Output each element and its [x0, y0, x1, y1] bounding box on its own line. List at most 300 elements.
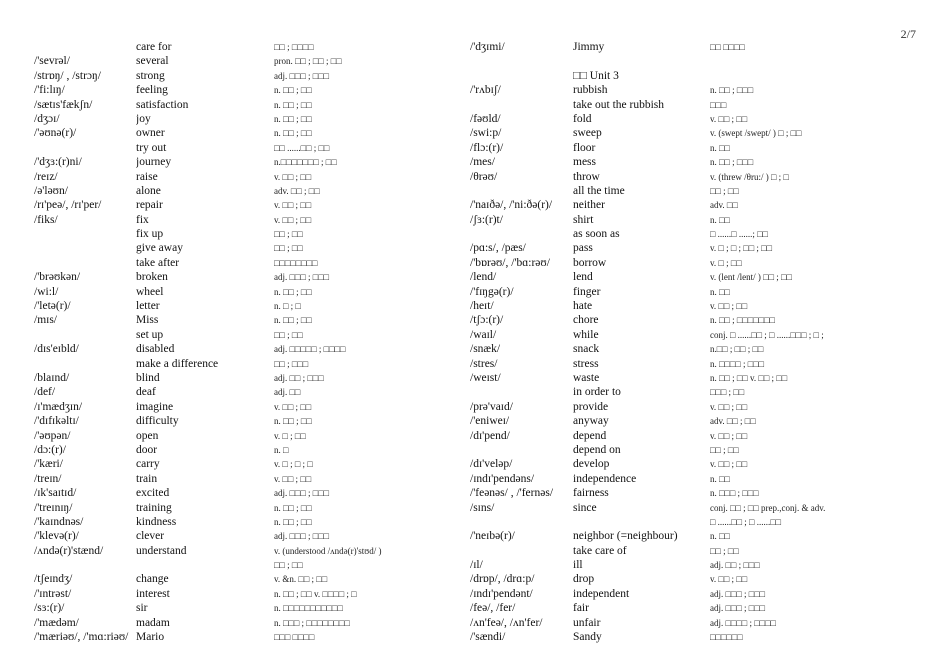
- vocab-word: take out the rubbish: [573, 98, 665, 111]
- vocab-row: [470, 371, 920, 385]
- vocab-row: [470, 486, 920, 500]
- vocab-definition: n. □□□□□□□□□□□: [274, 603, 343, 614]
- vocab-definition: □□ ; □□: [274, 243, 303, 254]
- vocab-word: shirt: [573, 213, 594, 226]
- vocab-definition: adj. □□□□ ; □□□□: [710, 617, 776, 628]
- vocab-definition: adj. □□□ ; □□□: [710, 603, 766, 614]
- vocab-word: blind: [136, 371, 160, 384]
- vocab-word: mess: [573, 156, 596, 169]
- vocab-phonetic: /stres/: [470, 357, 498, 370]
- vocab-word: take after: [136, 256, 180, 269]
- vocab-definition: adv. □□: [710, 200, 738, 211]
- vocab-row: [470, 400, 920, 414]
- vocab-word: several: [136, 55, 169, 68]
- vocab-word: set up: [136, 328, 164, 341]
- vocab-row: [34, 69, 454, 83]
- vocab-definition: v. □□ ; □□: [710, 430, 748, 441]
- vocab-definition: □□ ; □□: [710, 545, 739, 556]
- vocab-phonetic: /sɪns/: [470, 501, 495, 514]
- vocab-row: [470, 630, 920, 644]
- vocab-phonetic: /rɪ'peə/, /rɪ'per/: [34, 199, 102, 212]
- vocab-row: [34, 544, 454, 558]
- vocab-definition: n. □□□□ ; □□□: [710, 358, 765, 369]
- vocab-word: pass: [573, 242, 593, 255]
- vocab-row: [34, 342, 454, 356]
- vocab-definition: v. □□ ; □□: [274, 473, 312, 484]
- vocab-row: [34, 313, 454, 327]
- vocab-row: [470, 270, 920, 284]
- vocab-word: letter: [136, 300, 160, 313]
- vocab-row: [470, 170, 920, 184]
- vocab-row: [34, 558, 454, 572]
- vocab-word: drop: [573, 573, 595, 586]
- vocab-word: ill: [573, 559, 583, 572]
- vocab-phonetic: /dɪ'veləp/: [470, 458, 513, 471]
- vocab-word: all the time: [573, 184, 625, 197]
- vocab-phonetic: /'treɪnɪŋ/: [34, 501, 73, 514]
- vocab-definition: adj. □□: [274, 387, 301, 398]
- vocab-definition: n.□□ ; □□ ; □□: [710, 344, 764, 355]
- vocab-definition: n. □□ ; □□ v. □□□□ ; □: [274, 588, 357, 599]
- vocab-phonetic: /'dɪfɪkəltɪ/: [34, 415, 79, 428]
- vocab-phonetic: /reɪz/: [34, 170, 58, 183]
- vocab-word: deaf: [136, 386, 156, 399]
- vocab-definition: n. □□ ; □□: [274, 416, 312, 427]
- vocab-row: [34, 141, 454, 155]
- vocab-row: [470, 357, 920, 371]
- vocab-word: fairness: [573, 487, 609, 500]
- vocab-row: [470, 299, 920, 313]
- vocab-row: [470, 141, 920, 155]
- vocab-word: imagine: [136, 400, 174, 413]
- vocab-phonetic: /treɪn/: [34, 472, 62, 485]
- vocab-phonetic: /swi:p/: [470, 127, 502, 140]
- vocab-phonetic: /sɜ:(r)/: [34, 602, 65, 615]
- vocab-phonetic: /ɪk'saɪtɪd/: [34, 487, 77, 500]
- vocab-word: Miss: [136, 314, 159, 327]
- vocab-definition: n. □□ ; □□ v. □□ ; □□: [710, 372, 788, 383]
- vocab-row: [470, 443, 920, 457]
- vocab-column-right: [470, 40, 920, 644]
- vocab-word: give away: [136, 242, 183, 255]
- vocab-phonetic: /prə'vaɪd/: [470, 400, 513, 413]
- page-number: 2/7: [900, 27, 916, 41]
- vocab-definition: conj. □ ......□□ ; □ ......□□□ ; □ ;: [710, 329, 824, 340]
- vocab-row: [470, 472, 920, 486]
- vocab-row: [34, 170, 454, 184]
- vocab-row: [34, 486, 454, 500]
- vocab-word: fair: [573, 602, 589, 615]
- vocab-definition: n. □ ; □: [274, 301, 301, 312]
- vocab-word: snack: [573, 343, 600, 356]
- vocab-definition: pron. □□ ; □□ ; □□: [274, 56, 342, 67]
- vocab-definition: □□ ; □□□□: [274, 42, 314, 52]
- vocab-definition: n. □□ ; □□: [274, 315, 312, 326]
- vocab-definition: n. □□ ; □□: [274, 99, 312, 110]
- vocab-phonetic: /snæk/: [470, 343, 501, 356]
- vocab-row: [34, 112, 454, 126]
- vocab-definition: n. □□: [710, 142, 730, 153]
- vocab-row: [34, 414, 454, 428]
- vocab-word: in order to: [573, 386, 621, 399]
- vocab-phonetic: /ʃɜ:(r)t/: [470, 213, 503, 226]
- vocab-word: while: [573, 328, 599, 341]
- vocab-row: [470, 256, 920, 270]
- vocab-definition: adj. □□□ ; □□□: [274, 272, 330, 283]
- vocab-word: kindness: [136, 515, 177, 528]
- vocab-phonetic: /drɒp/, /drɑ:p/: [470, 573, 535, 586]
- vocab-definition: adj. □□□ ; □□□: [274, 70, 330, 81]
- vocab-phonetic: /ɪndɪ'pendəns/: [470, 472, 535, 485]
- vocab-phonetic: /pɑ:s/, /pæs/: [470, 242, 526, 255]
- vocab-phonetic: /'kæri/: [34, 458, 63, 471]
- vocab-phonetic: /sætɪs'fækʃn/: [34, 98, 93, 111]
- vocab-phonetic: /'brəʊkən/: [34, 271, 81, 284]
- vocab-definition: v. □□ ; □□: [710, 459, 748, 470]
- vocab-definition: v. □ ; □ ; □□ ; □□: [710, 243, 773, 254]
- vocab-definition: n. □□: [710, 473, 730, 484]
- vocab-word: Jimmy: [573, 41, 605, 53]
- vocab-phonetic: /'feənəs/ , /'fernəs/: [470, 487, 554, 500]
- vocab-word: fix: [136, 213, 149, 226]
- vocab-row: [470, 457, 920, 471]
- vocab-definition: n. □□ ; □□: [274, 516, 312, 527]
- vocab-row: [34, 40, 454, 54]
- vocab-word: disabled: [136, 343, 175, 356]
- vocab-definition: n. □□ ; □□□□□□□: [710, 315, 775, 326]
- vocab-definition: adj. □□□ ; □□□: [274, 488, 330, 499]
- vocab-row: [470, 112, 920, 126]
- vocab-phonetic: /dɔ:(r)/: [34, 443, 66, 456]
- vocab-word: interest: [136, 587, 170, 600]
- vocab-phonetic: /'letə(r)/: [34, 300, 71, 313]
- vocab-definition: n. □□□ ; □□□□□□□□: [274, 617, 350, 628]
- vocab-row: [470, 529, 920, 543]
- vocab-phonetic: /θrəʊ/: [470, 170, 498, 183]
- vocab-definition: n. □□: [710, 286, 730, 297]
- vocab-row: [34, 184, 454, 198]
- vocab-definition: □ ......□□ ; □ ......□□: [710, 516, 782, 527]
- vocab-definition: n. □□: [710, 214, 730, 225]
- vocab-row: [34, 357, 454, 371]
- vocab-definition: adj. □□□□□ ; □□□□: [274, 344, 346, 355]
- vocab-definition: n. □□ ; □□□: [710, 157, 754, 168]
- vocab-word: excited: [136, 487, 170, 500]
- vocab-definition: n. □: [274, 444, 289, 455]
- vocab-definition: n. □□ ; □□□: [710, 85, 754, 96]
- vocab-phonetic: /mɪs/: [34, 314, 58, 327]
- vocab-row: [470, 601, 920, 615]
- vocab-phonetic: /'neɪbə(r)/: [470, 530, 515, 543]
- vocab-row: [34, 472, 454, 486]
- vocab-definition: v. &n. □□ ; □□: [274, 574, 328, 585]
- vocab-row: [34, 371, 454, 385]
- vocab-phonetic: /mes/: [470, 156, 495, 169]
- vocab-row: [34, 227, 454, 241]
- vocab-phonetic: /heɪt/: [470, 300, 494, 313]
- vocab-definition: v. (threw /θru:/ ) □ ; □: [710, 171, 789, 182]
- vocab-definition: n. □□ ; □□: [274, 85, 312, 96]
- vocab-phonetic: /'eniweɪ/: [470, 415, 510, 428]
- vocab-word: neighbor (=neighbour): [573, 530, 678, 543]
- vocab-row: [34, 630, 454, 644]
- vocab-word: Sandy: [573, 631, 602, 644]
- vocab-word: chore: [573, 314, 599, 327]
- vocab-definition: n. □□ ; □□: [274, 113, 312, 124]
- vocab-definition: n. □□ ; □□: [274, 286, 312, 297]
- vocab-phonetic: /'əʊnə(r)/: [34, 127, 77, 140]
- vocab-definition: □□ ; □□□: [274, 358, 309, 369]
- vocab-word: training: [136, 501, 172, 514]
- vocab-word: neither: [573, 199, 605, 212]
- vocab-phonetic: /tʃɔ:(r)/: [470, 314, 504, 327]
- vocab-row: [470, 184, 920, 198]
- vocab-word: wheel: [136, 285, 164, 298]
- vocab-definition: v. □□ ; □□: [274, 401, 312, 412]
- vocab-phonetic: /tʃeɪndʒ/: [34, 573, 73, 586]
- vocab-phonetic: /feə/, /fer/: [470, 602, 516, 615]
- vocab-row: [34, 98, 454, 112]
- vocab-row: [470, 54, 920, 68]
- vocab-phonetic: /'naɪðə/, /'ni:ðə(r)/: [470, 199, 553, 212]
- vocab-phonetic: /wi:l/: [34, 285, 59, 298]
- vocab-phonetic: /weɪst/: [470, 371, 501, 384]
- vocab-definition: v. □□ ; □□: [274, 171, 312, 182]
- vocab-word: lend: [573, 271, 593, 284]
- vocab-row: [34, 54, 454, 68]
- vocab-row: [34, 328, 454, 342]
- vocab-phonetic: /ʌn'feə/, /ʌn'fer/: [470, 616, 543, 629]
- vocab-word: stress: [573, 357, 599, 370]
- vocab-word: sweep: [573, 127, 602, 140]
- vocab-phonetic: /dɪs'eɪbld/: [34, 343, 79, 356]
- vocab-row: [470, 515, 920, 529]
- vocab-definition: □□□□□□: [710, 632, 743, 643]
- vocab-row: [470, 40, 920, 54]
- vocab-word: madam: [136, 616, 170, 629]
- vocab-word: change: [136, 573, 169, 586]
- vocab-word: throw: [573, 170, 600, 183]
- vocab-word: broken: [136, 271, 168, 284]
- vocab-row: [34, 429, 454, 443]
- vocab-row: [34, 213, 454, 227]
- vocab-definition: □□□ ; □□: [710, 387, 745, 398]
- vocab-row: [34, 457, 454, 471]
- vocab-word: unfair: [573, 616, 601, 629]
- vocab-word: satisfaction: [136, 98, 189, 111]
- vocab-definition: v. □□ ; □□: [710, 401, 748, 412]
- vocab-row: [34, 198, 454, 212]
- vocab-row: [470, 328, 920, 342]
- vocab-column-left: [34, 40, 454, 644]
- vocab-row: [34, 256, 454, 270]
- vocab-phonetic: /ɪndɪ'pendənt/: [470, 587, 533, 600]
- vocab-word: owner: [136, 127, 165, 140]
- vocab-definition: adv. □□ ; □□: [274, 185, 320, 196]
- vocab-phonetic: /fiks/: [34, 213, 58, 226]
- vocab-phonetic: /'klevə(r)/: [34, 530, 79, 543]
- vocab-phonetic: /fəʊld/: [470, 112, 501, 125]
- vocab-phonetic: /ɪ'mædʒɪn/: [34, 400, 83, 413]
- vocab-phonetic: /'fɪŋgə(r)/: [470, 285, 514, 298]
- vocab-row: [470, 83, 920, 97]
- vocab-definition: □□□: [710, 99, 727, 110]
- vocab-definition: v. □ ; □□: [710, 257, 742, 268]
- vocab-word: develop: [573, 458, 610, 471]
- vocab-row: [34, 616, 454, 630]
- vocab-word: journey: [136, 156, 172, 169]
- vocab-row: [34, 529, 454, 543]
- vocab-phonetic: /'mædəm/: [34, 616, 79, 629]
- vocab-row: [470, 587, 920, 601]
- vocab-word: provide: [573, 400, 609, 413]
- vocab-phonetic: /dʒɔɪ/: [34, 112, 60, 125]
- vocab-row: [34, 270, 454, 284]
- vocab-definition: □□□ □□□□: [274, 632, 315, 643]
- vocab-word: take care of: [573, 544, 627, 557]
- vocab-definition: n. □□ ; □□: [274, 128, 312, 139]
- vocab-row: [470, 616, 920, 630]
- vocab-word: hate: [573, 300, 593, 313]
- vocab-definition: □□ ; □□: [710, 185, 739, 196]
- vocab-definition: adj. □□ ; □□□: [274, 372, 324, 383]
- vocab-word: Mario: [136, 631, 165, 644]
- vocab-word: clever: [136, 530, 165, 543]
- vocab-word: waste: [573, 371, 600, 384]
- vocab-definition: v. (swept /swept/ ) □ ; □□: [710, 128, 802, 139]
- vocab-row: [470, 69, 920, 83]
- vocab-word: repair: [136, 199, 163, 212]
- vocab-word: strong: [136, 69, 165, 82]
- vocab-row: [470, 342, 920, 356]
- vocab-word: feeling: [136, 84, 168, 97]
- vocab-phonetic: /ʌndə(r)'stænd/: [34, 544, 104, 557]
- vocab-definition: n. □□ ; □□: [274, 502, 312, 513]
- vocab-row: [470, 429, 920, 443]
- vocab-phonetic: /dɪ'pend/: [470, 429, 510, 442]
- vocab-row: [34, 299, 454, 313]
- vocab-definition: v. □□ ; □□: [710, 301, 748, 312]
- vocab-phonetic: /'fi:lɪŋ/: [34, 84, 65, 97]
- vocab-definition: adj. □□□ ; □□□: [274, 531, 330, 542]
- vocab-word: finger: [573, 285, 601, 298]
- vocab-row: [34, 443, 454, 457]
- vocab-row: [34, 601, 454, 615]
- vocab-word: rubbish: [573, 84, 608, 97]
- vocab-row: [34, 155, 454, 169]
- vocab-row: [470, 126, 920, 140]
- vocab-row: [470, 558, 920, 572]
- vocab-phonetic: /blaɪnd/: [34, 371, 70, 384]
- vocab-definition: conj. □□ ; □□ prep.,conj. & adv.: [710, 502, 826, 513]
- vocab-word: anyway: [573, 415, 609, 428]
- vocab-phonetic: /ɪl/: [470, 559, 483, 572]
- vocab-word: fix up: [136, 228, 164, 241]
- vocab-row: [34, 285, 454, 299]
- vocab-phonetic: /'ɪntrəst/: [34, 587, 72, 600]
- vocab-word: make a difference: [136, 357, 219, 370]
- vocab-row: [470, 414, 920, 428]
- vocab-word: fold: [573, 112, 592, 125]
- vocab-word: borrow: [573, 256, 607, 269]
- vocab-row: [34, 515, 454, 529]
- vocab-definition: adj. □□ ; □□□: [710, 560, 760, 571]
- vocab-phonetic: /waɪl/: [470, 328, 497, 341]
- vocab-word: raise: [136, 170, 158, 183]
- vocab-phonetic: /lend/: [470, 271, 497, 284]
- vocab-phonetic: /'dʒɜ:(r)ni/: [34, 156, 82, 169]
- vocab-row: [34, 385, 454, 399]
- vocab-word: train: [136, 472, 158, 485]
- vocab-word: door: [136, 443, 158, 456]
- vocab-word: independence: [573, 472, 637, 485]
- vocab-phonetic: /strɒŋ/ , /strɔŋ/: [34, 69, 101, 82]
- vocab-row: [470, 544, 920, 558]
- vocab-definition: v. □ ; □ ; □: [274, 459, 313, 470]
- vocab-definition: n. □□□ ; □□□: [710, 488, 759, 499]
- vocab-row: [34, 587, 454, 601]
- vocab-row: [470, 213, 920, 227]
- vocab-word: understand: [136, 544, 187, 557]
- vocab-definition: □□□□□□□□: [274, 257, 318, 268]
- vocab-row: [470, 155, 920, 169]
- vocab-row: [470, 385, 920, 399]
- vocab-row: [34, 83, 454, 97]
- vocab-word: since: [573, 501, 597, 514]
- vocab-phonetic: /'əʊpən/: [34, 429, 71, 442]
- vocab-definition: v. □□ ; □□: [274, 200, 312, 211]
- vocab-word: alone: [136, 184, 161, 197]
- vocab-definition: v. □□ ; □□: [710, 113, 748, 124]
- vocab-phonetic: /'rʌbɪʃ/: [470, 84, 501, 97]
- vocab-row: [470, 313, 920, 327]
- vocab-row: [470, 98, 920, 112]
- vocab-row: [470, 572, 920, 586]
- vocab-phonetic: /flɔ:(r)/: [470, 141, 504, 154]
- vocab-row: [470, 501, 920, 515]
- vocab-row: [470, 241, 920, 255]
- vocab-word: independent: [573, 587, 630, 600]
- vocab-phonetic: /'dʒɪmi/: [470, 41, 505, 53]
- vocab-definition: n.□□□□□□□ ; □□: [274, 157, 337, 168]
- vocab-word: depend: [573, 429, 607, 442]
- vocab-definition: □□ ; □□: [710, 444, 739, 455]
- vocab-word: floor: [573, 141, 596, 154]
- vocab-phonetic: /'bɒrəʊ/, /'bɑ:rəʊ/: [470, 256, 550, 269]
- vocab-definition: adv. □□ ; □□: [710, 416, 756, 427]
- vocab-row: [34, 501, 454, 515]
- vocab-row: [470, 285, 920, 299]
- vocab-definition: v. (lent /lent/ ) □□ ; □□: [710, 272, 792, 283]
- vocab-row: [34, 126, 454, 140]
- vocab-row: [34, 572, 454, 586]
- vocab-word: try out: [136, 141, 167, 154]
- vocab-definition: □□ ......□□ ; □□: [274, 142, 330, 153]
- vocab-row: [34, 241, 454, 255]
- vocab-word: difficulty: [136, 415, 179, 428]
- vocab-definition: v. (understood /ʌndə(r)'stʊd/ ): [274, 545, 382, 556]
- vocab-row: [470, 227, 920, 241]
- vocab-row: [34, 400, 454, 414]
- vocab-definition: v. □ ; □□: [274, 430, 306, 441]
- vocab-phonetic: /ə'ləʊn/: [34, 184, 68, 197]
- vocab-phonetic: /'sændi/: [470, 631, 506, 644]
- vocab-word: open: [136, 429, 159, 442]
- vocab-word: □□ Unit 3: [573, 69, 619, 82]
- vocab-word: depend on: [573, 443, 621, 456]
- vocab-word: as soon as: [573, 228, 620, 241]
- vocab-word: sir: [136, 602, 148, 615]
